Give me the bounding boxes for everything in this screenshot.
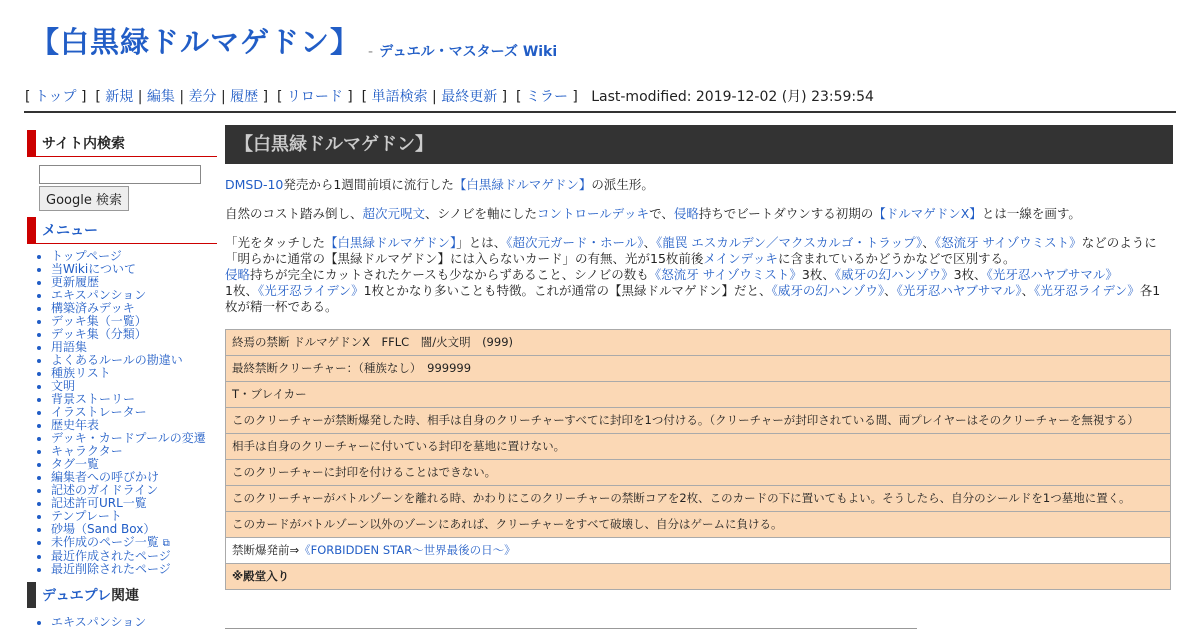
menu-item-label[interactable]: イラストレーター <box>51 405 147 419</box>
toolbar-word-search-link[interactable]: 単語検索 <box>371 89 428 105</box>
link[interactable]: 侵略 <box>673 206 699 221</box>
table-row <box>226 512 1171 538</box>
menu-item-label[interactable]: よくあるルールの勘違い <box>51 353 183 367</box>
table-row <box>226 538 1171 564</box>
link[interactable]: 《光牙忍ハヤブサマル》 <box>986 267 1118 282</box>
menu-item-label[interactable]: 更新履歴 <box>51 275 100 289</box>
menu-item-label[interactable]: 用語集 <box>51 340 88 354</box>
detail-paragraph <box>225 235 1169 315</box>
pre-forbidden-cell <box>226 538 1171 564</box>
table-row <box>226 330 1171 356</box>
last-modified: Last-modified: 2019-12-02 (月) 23:59:54 <box>591 89 874 105</box>
page-heading: 【白黒緑ドルマゲドン】 <box>225 125 1173 164</box>
search-input[interactable] <box>39 165 201 184</box>
table-row <box>226 486 1171 512</box>
text: 、シノビを軸にした <box>425 206 538 221</box>
toolbar: [ トップ ] [ 新規 | 編集 | 差分 | 履歴 ] [ リロード ] [ 単語検索 | 最終更新 ] [ ミラー ] Last-modified: 2019-12-02 (月) 23:59:54 <box>25 89 874 105</box>
link[interactable]: 《光牙忍ハヤブサマル》 <box>896 283 1022 298</box>
main-content <box>225 125 1173 583</box>
text: 」とは、 <box>456 235 507 250</box>
menu-heading[interactable]: メニュー <box>27 217 217 244</box>
menu-item-label[interactable]: 記述のガイドライン <box>51 483 159 497</box>
pre-forbidden-label: 禁断爆発前⇒ <box>232 543 300 557</box>
menu-item-label[interactable]: 未作成のページ一覧 <box>51 535 159 549</box>
menu-item-label[interactable]: 記述許可URL一覧 <box>51 496 147 510</box>
toolbar-reload-link[interactable]: リロード <box>286 89 343 105</box>
link[interactable]: 《怒流牙 サイゾウミスト》 <box>648 267 802 282</box>
related-heading-link[interactable]: デュエプレ <box>42 588 112 604</box>
table-row <box>226 460 1171 486</box>
text: で、 <box>649 206 674 221</box>
site-search <box>39 165 217 211</box>
card-ability-cell: T・ブレイカー <box>226 382 1171 408</box>
link[interactable]: 《光牙忍ライデン》 <box>257 283 364 298</box>
menu-item-label[interactable]: テンプレート <box>51 509 122 523</box>
hall-of-fame-note: ※殿堂入り <box>226 564 1171 590</box>
text: とは一線を画す。 <box>981 206 1081 221</box>
menu-item-label[interactable]: 文明 <box>51 379 76 393</box>
link[interactable]: 【ドルマゲドンX】 <box>873 206 982 221</box>
menu-item-label[interactable]: 砂場（Sand Box） <box>51 522 156 536</box>
toolbar-history-link[interactable]: 履歴 <box>230 89 259 105</box>
text: 3枚、 <box>801 267 835 282</box>
menu-item-label[interactable]: 歴史年表 <box>51 418 100 432</box>
text: 3枚、 <box>953 267 987 282</box>
card-ability-cell: このカードがバトルゾーン以外のゾーンにあれば、クリーチャーをすべて破壊し、自分はゲームに負ける。 <box>226 512 1171 538</box>
related-heading <box>27 582 217 608</box>
link[interactable]: 《超次元ガード・ホール》 <box>506 235 644 250</box>
menu-item-label[interactable]: デッキ集（分類） <box>51 327 147 341</box>
text: 各1枚が精一杯である。 <box>225 283 1161 314</box>
text: 、 <box>884 283 897 298</box>
menu-item-label[interactable]: 当Wikiについて <box>51 262 136 276</box>
menu-item[interactable] <box>51 367 217 380</box>
table-row <box>226 434 1171 460</box>
title-separator: - <box>368 44 374 60</box>
link[interactable]: メインデッキ <box>703 251 778 266</box>
content-divider <box>225 628 917 629</box>
menu-item-label[interactable]: 背景ストーリー <box>51 392 136 406</box>
menu-item-label[interactable]: デッキ・カードプールの変遷 <box>51 431 206 445</box>
search-heading: サイト内検索 <box>27 130 217 157</box>
card-ability-cell: 相手は自身のクリーチャーに付いている封印を墓地に置けない。 <box>226 434 1171 460</box>
card-ability-cell: このクリーチャーがバトルゾーンを離れる時、かわりにこのクリーチャーの禁断コアを2枚、このカードの下に置いてもよい。そうしたら、自分のシールドを1つ墓地に置く。 <box>226 486 1171 512</box>
toolbar-mirror-link[interactable]: ミラー <box>525 89 568 105</box>
toolbar-diff-link[interactable]: 差分 <box>188 89 217 105</box>
link[interactable]: コントロールデッキ <box>537 206 650 221</box>
external-link-icon: ⧉ <box>162 538 170 549</box>
site-name-link[interactable] <box>368 41 557 61</box>
card-table <box>225 329 1171 590</box>
site-page-title[interactable]: 【白黒緑ドルマゲドン】 <box>30 25 361 59</box>
text: 持ちでビートダウンする初期の <box>698 206 874 221</box>
menu-item-label[interactable]: デッキ集（一覧） <box>51 314 147 328</box>
menu-item-label[interactable]: 構築済みデッキ <box>51 301 135 315</box>
text: 、 <box>922 235 935 250</box>
table-row <box>226 408 1171 434</box>
menu-item[interactable] <box>51 563 217 576</box>
link[interactable]: 《威牙の幻ハンゾウ》 <box>771 283 885 298</box>
text: 「光をタッチした <box>225 235 326 250</box>
link[interactable]: 《龍罠 エスカルデン／マクスカルゴ・トラップ》 <box>656 235 923 250</box>
menu-item-label[interactable]: 最近削除されたページ <box>51 562 171 576</box>
menu-item-label[interactable]: 編集者への呼びかけ <box>51 470 160 484</box>
text: に含まれているかどうかなどで区別する。 <box>777 251 1016 266</box>
google-search-button[interactable]: Google 検索 <box>39 186 129 211</box>
text: などのように「明らかに通常の【黒緑ドルマゲドン】には入らないカード」の有無、光が15枚前後 <box>225 235 1157 266</box>
card-ability-cell: このクリーチャーが禁断爆発した時、相手は自身のクリーチャーすべてに封印を1つ付ける。（クリーチャーが封印されている間、両プレイヤーはそのクリーチャーを無視する） <box>226 408 1171 434</box>
link[interactable]: 【白黒緑ドルマゲドン】 <box>325 235 457 250</box>
menu-item-label[interactable]: タグ一覧 <box>51 457 100 471</box>
toolbar-recent-link[interactable]: 最終更新 <box>441 89 498 105</box>
toolbar-new-link[interactable]: 新規 <box>105 89 134 105</box>
text: 1枚、 <box>225 283 258 298</box>
toolbar-edit-link[interactable]: 編集 <box>146 89 175 105</box>
table-row <box>226 356 1171 382</box>
menu-item-label[interactable]: トップページ <box>51 249 122 263</box>
related-item-label[interactable]: エキスパンション <box>51 615 147 629</box>
dmsd-10-link[interactable]: DMSD-10 <box>225 177 284 192</box>
related-item[interactable] <box>51 616 217 629</box>
deck-link[interactable]: 【白黒緑ドルマゲドン】 <box>453 177 592 192</box>
text: 発売から1週間前頃に流行した <box>283 177 454 192</box>
site-name-text[interactable]: デュエル・マスターズ Wiki <box>379 44 558 60</box>
text: 1枚とかなり多いことも特徴。これが通常の【黒緑ドルマゲドン】だと、 <box>363 283 772 298</box>
link[interactable]: 《怒流牙 サイゾウミスト》 <box>934 235 1082 250</box>
card-ability-cell: このクリーチャーに封印を付けることはできない。 <box>226 460 1171 486</box>
link[interactable]: 超次元呪文 <box>362 206 426 221</box>
intro-paragraph <box>225 177 654 193</box>
sidebar <box>27 130 217 629</box>
link[interactable]: 《威牙の幻ハンゾウ》 <box>834 267 954 282</box>
menu-item-label[interactable]: エキスパンション <box>51 288 147 302</box>
link[interactable]: 侵略 <box>225 267 251 282</box>
header-divider <box>24 111 1176 113</box>
text: 、 <box>1021 283 1035 298</box>
table-row <box>226 382 1171 408</box>
related-list <box>27 616 217 629</box>
forbidden-star-link[interactable]: 《FORBIDDEN STAR〜世界最後の日〜》 <box>299 543 516 557</box>
menu-list <box>27 250 217 576</box>
toolbar-top-link[interactable]: トップ <box>34 89 77 105</box>
menu-item[interactable] <box>51 536 217 550</box>
text: の派生形。 <box>591 177 654 192</box>
text: 、 <box>643 235 657 250</box>
table-row <box>226 564 1171 590</box>
link[interactable]: 《光牙忍ライデン》 <box>1034 283 1140 298</box>
text: 持ちが完全にカットされたケースも少なからずあること、シノビの数も <box>250 267 649 282</box>
menu-item-label[interactable]: キャラクター <box>51 444 123 458</box>
card-type-cell: 最終禁断クリーチャー：（種族なし） 999999 <box>226 356 1171 382</box>
description-paragraph <box>225 206 1081 222</box>
menu-item-label[interactable]: 最近作成されたページ <box>51 549 171 563</box>
menu-item-label[interactable]: 種族リスト <box>51 366 111 380</box>
card-name-cell: 終焉の禁断 ドルマゲドンX FFLC 闇/火文明 (999) <box>226 330 1171 356</box>
text: 自然のコスト踏み倒し、 <box>225 206 363 221</box>
related-heading-text: 関連 <box>111 588 140 604</box>
